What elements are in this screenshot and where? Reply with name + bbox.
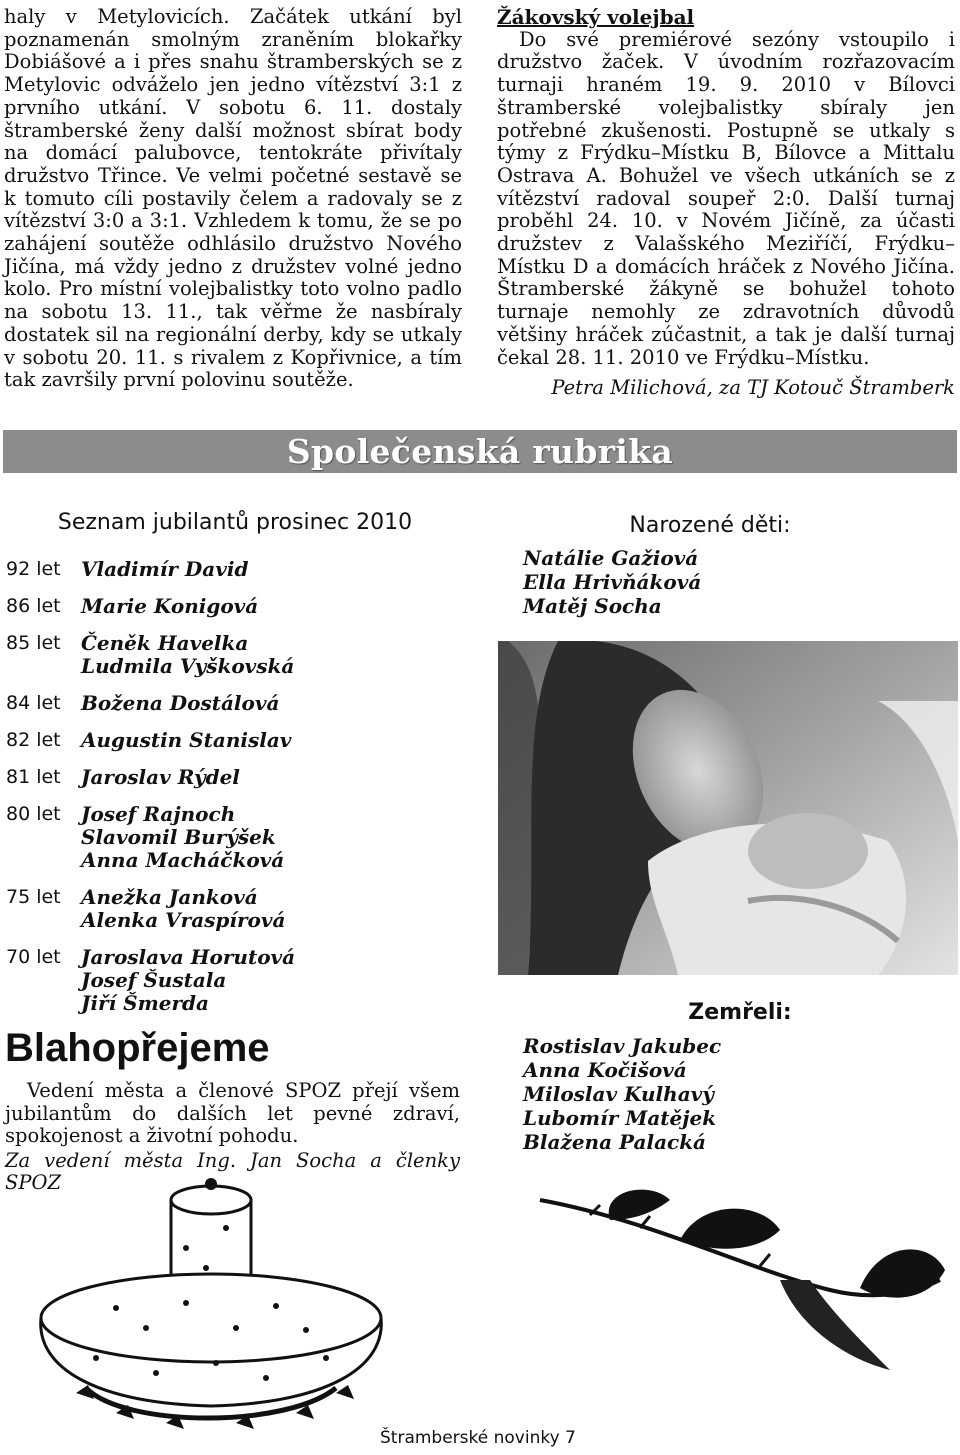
jubilant-name: Anna Macháčková: [81, 848, 285, 872]
jubilant-name: Božena Dostálová: [81, 691, 280, 715]
jubilant-name: Anežka Janková: [81, 885, 258, 909]
article-right-text: Do své premiérové sezóny vstoupilo i družstvo žaček. V úvodním rozřazovacím turnaji hraném 19. 9. 2010 v Bílovci štramberské volejbalistky sbíraly jen potřebné zkušenosti. Postupně se utkaly s týmy z Frýdku–Místku B, Bílovce a Mittalu Ostrava A. Bohužel ve všech utkáních se z vítězství radoval soupeř 2:0. Další turnaj proběhl 24. 10. v Novém Jičíně, za účasti družstev z Valašského Meziříčí, Frýdku–Místku D a domácích hráček z Nového Jičína. Štramberské žákyně se bohužel tohoto turnaje nemohly ze zdravotních důvodů většiny hráček zúčastnit, a tak je další turnaj čekal 28. 11. 2010 ve Frýdku–Místku.: [497, 27, 955, 369]
jubilant-name: Slavomil Burýšek: [81, 825, 276, 849]
jubilant-row: [6, 946, 466, 1015]
jubilant-names: [81, 803, 284, 872]
jubilant-name: Marie Konigová: [81, 594, 259, 618]
jubilant-name: Ludmila Vyškovská: [81, 654, 295, 678]
congrats-signature: Za vedení města Ing. Jan Socha a členky SPOZ: [5, 1148, 460, 1194]
jubilant-age: 85 let: [6, 632, 61, 654]
deceased-name: Blažena Palacká: [523, 1130, 707, 1154]
jubilant-row: [6, 766, 466, 789]
jubilant-row: [6, 803, 466, 872]
jubilant-age: 75 let: [6, 886, 61, 908]
jubilant-age: 86 let: [6, 595, 61, 617]
jubilant-age: 84 let: [6, 692, 61, 714]
born-list: [523, 546, 701, 618]
jubilant-age: 70 let: [6, 946, 61, 968]
jubilant-row: [6, 886, 466, 932]
jubilant-names: [81, 632, 294, 678]
jubilant-name: Augustin Stanislav: [81, 728, 292, 752]
jubilant-name: Josef Šustala: [81, 968, 227, 992]
article-right-signature: Petra Milichová, za TJ Kotouč Štramberk: [551, 376, 955, 400]
cake-illustration: [6, 1178, 436, 1438]
jubilant-name: Jiří Šmerda: [81, 991, 209, 1015]
section-banner-title: Společenská rubrika: [286, 432, 674, 471]
jubilant-age: 82 let: [6, 729, 61, 751]
congrats-text: Vedení města a členové SPOZ přejí všem jubilantům do dalších let pevné zdraví, spokojenost a životní pohodu.: [5, 1079, 460, 1147]
jubilant-age: 81 let: [6, 766, 61, 788]
jubilant-names: [81, 692, 279, 715]
born-child-name: Ella Hrivňáková: [523, 570, 702, 594]
deceased-name: Rostislav Jakubec: [523, 1034, 722, 1058]
born-title: Narozené děti:: [629, 513, 791, 538]
died-title: Zemřeli:: [688, 1000, 792, 1025]
jubilant-name: Čeněk Havelka: [81, 631, 249, 655]
jubilants-title: Seznam jubilantů prosinec 2010: [57, 510, 413, 535]
jubilant-row: [6, 729, 466, 752]
jubilant-name: Jaroslav Rýdel: [81, 765, 240, 789]
congrats-title: Blahopřejeme: [5, 1026, 270, 1070]
article-right: [497, 6, 955, 400]
jubilant-names: [81, 729, 291, 752]
article-left-text: haly v Metylovicích. Začátek utkání byl poznamenán smolným zraněním blokařky Dobiášové a i přes snahu štramberských se z Metylovic odváželo jen jedno vítězství 3:1 z prvního utkání. V sobotu 6. 11. dostaly štramberské ženy další možnost sbírat body na domácí palubovce, tentokráte přivítaly družstvo Třince. Ve velmi početné sestavě se k tomuto cíli postavily čelem a radovaly se z vítězství 3:0 a 3:1. Vzhledem k tomu, že se po zahájení soutěže odhlásilo družstvo Nového Jičína, má vždy jedno z družstev volné jedno kolo. Pro místní volejbalistky toto volno padlo na sobotu 13. 11., tak věřme že nasbíraly dostatek sil na regionální derby, kdy se utkaly v sobotu 20. 11. s rivalem z Kopřivnice, a tím tak završily první polovinu soutěže.: [4, 5, 462, 392]
born-child-name: Natálie Gažiová: [523, 546, 699, 570]
article-right-heading: Žákovský volejbal: [497, 5, 695, 29]
jubilant-row: [6, 632, 466, 678]
jubilant-row: [6, 692, 466, 715]
jubilant-name: Jaroslava Horutová: [81, 945, 296, 969]
deceased-name: Anna Kočišová: [523, 1058, 687, 1082]
rose-illustration: [530, 1180, 950, 1380]
jubilant-row: [6, 595, 466, 618]
article-left: [4, 6, 462, 392]
page-footer: Štramberské novinky 7: [380, 1428, 576, 1448]
jubilants-list: [6, 558, 466, 1029]
jubilant-name: Alenka Vraspírová: [81, 908, 286, 932]
jubilant-name: Vladimír David: [81, 557, 249, 581]
jubilant-names: [81, 946, 295, 1015]
died-list: [523, 1034, 721, 1154]
section-banner: [3, 430, 957, 473]
jubilant-row: [6, 558, 466, 581]
jubilant-names: [81, 886, 285, 932]
jubilant-names: [81, 595, 258, 618]
jubilant-name: Josef Rajnoch: [81, 802, 236, 826]
jubilant-age: 80 let: [6, 803, 61, 825]
jubilant-names: [81, 766, 240, 789]
jubilant-age: 92 let: [6, 558, 61, 580]
mother-baby-photo: [498, 641, 958, 975]
deceased-name: Lubomír Matějek: [523, 1106, 717, 1130]
born-child-name: Matěj Socha: [523, 594, 662, 618]
deceased-name: Miloslav Kulhavý: [523, 1082, 714, 1106]
jubilant-names: [81, 558, 248, 581]
